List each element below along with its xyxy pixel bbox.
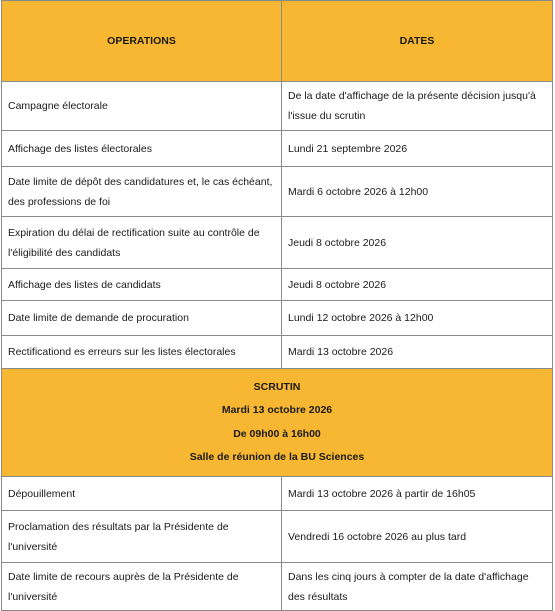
operation-cell: Date limite de dépôt des candidatures et, le cas échéant, des professions de foi [2, 167, 282, 217]
operation-cell: Date limite de recours auprès de la Présidente de l'université [2, 563, 282, 611]
date-cell: Jeudi 8 octobre 2026 [282, 217, 553, 269]
operation-cell: Affichage des listes de candidats [2, 269, 282, 301]
operation-cell: Dépouillement [2, 477, 282, 511]
scrutin-row [2, 369, 553, 477]
scrutin-hours: De 09h00 à 16h00 [233, 427, 321, 440]
date-cell: Lundi 12 octobre 2026 à 12h00 [282, 301, 553, 336]
table-row [2, 217, 553, 269]
table-row [2, 336, 553, 369]
table-row [2, 131, 553, 167]
operation-cell: Rectificationd es erreurs sur les listes électorales [2, 336, 282, 369]
date-cell: Mardi 6 octobre 2026 à 12h00 [282, 167, 553, 217]
date-cell: Lundi 21 septembre 2026 [282, 131, 553, 167]
date-cell: Mardi 13 octobre 2026 [282, 336, 553, 369]
table-row [2, 511, 553, 563]
scrutin-title: SCRUTIN [253, 380, 301, 393]
date-cell: De la date d'affichage de la présente décision jusqu'à l'issue du scrutin [282, 82, 553, 131]
table-row [2, 563, 553, 611]
table-row [2, 167, 553, 217]
date-cell: Dans les cinq jours à compter de la date d'affichage des résultats [282, 563, 553, 611]
operation-cell: Proclamation des résultats par la Présidente de l'université [2, 511, 282, 563]
date-cell: Vendredi 16 octobre 2026 au plus tard [282, 511, 553, 563]
table-row [2, 82, 553, 131]
operation-cell: Affichage des listes électorales [2, 131, 282, 167]
table-row [2, 477, 553, 511]
scrutin-date: Mardi 13 octobre 2026 [221, 404, 333, 416]
header-operations: OPERATIONS [2, 1, 282, 82]
table-row [2, 301, 553, 336]
date-cell: Jeudi 8 octobre 2026 [282, 269, 553, 301]
header-dates: DATES [282, 1, 553, 82]
table-row [2, 269, 553, 301]
operation-cell: Expiration du délai de rectification suite au contrôle de l'éligibilité des candidats [2, 217, 282, 269]
operation-cell: Campagne électorale [2, 82, 282, 131]
operation-cell: Date limite de demande de procuration [2, 301, 282, 336]
scrutin-cell [2, 369, 553, 477]
scrutin-place: Salle de réunion de la BU Sciences [189, 451, 365, 463]
header-row [2, 1, 553, 82]
date-cell: Mardi 13 octobre 2026 à partir de 16h05 [282, 477, 553, 511]
election-calendar-table [1, 0, 553, 611]
